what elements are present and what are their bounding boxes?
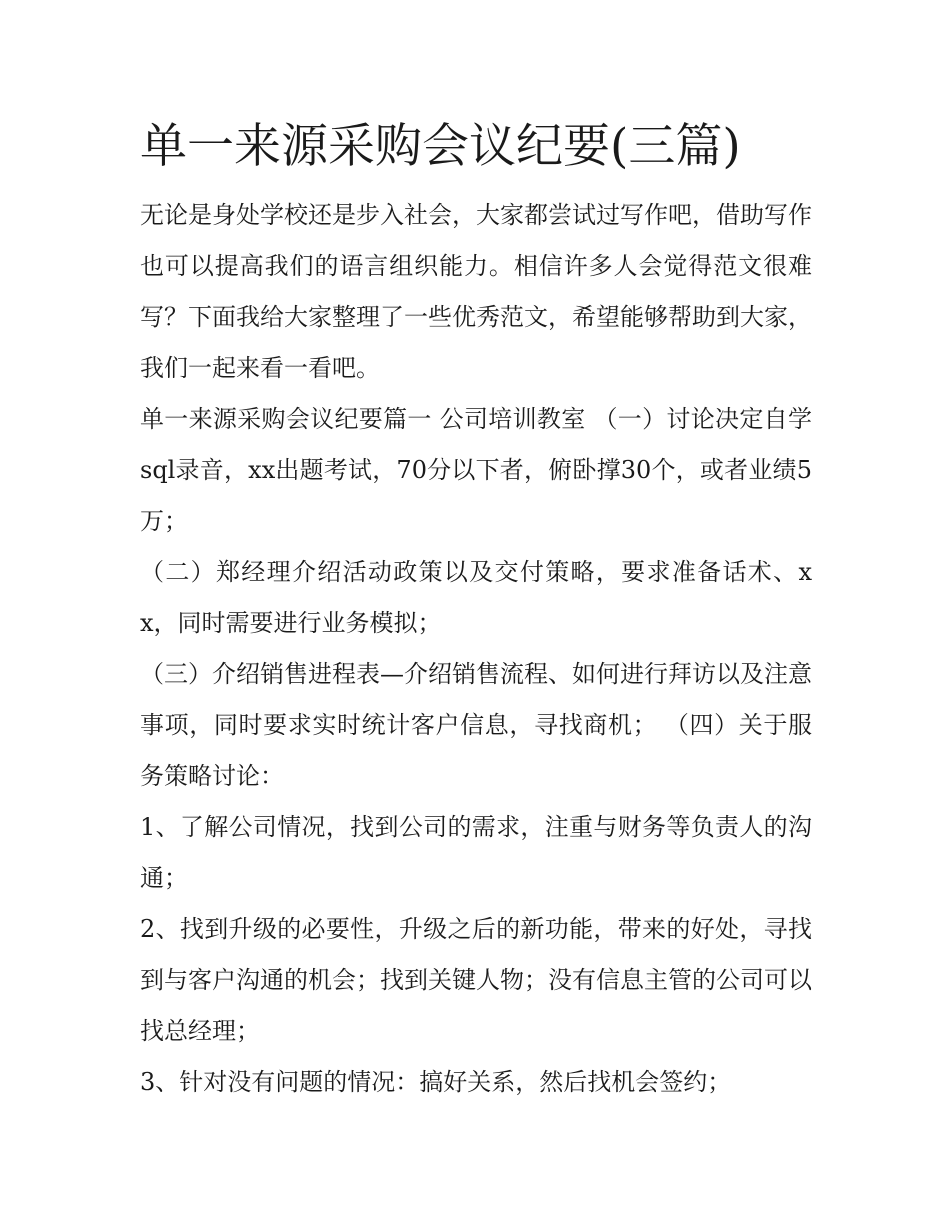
paragraph-item-three-four: （三）介绍销售进程表—介绍销售流程、如何进行拜访以及注意事项，同时要求实时统计客户信息，寻找商机； （四）关于服务策略讨论： bbox=[140, 660, 812, 790]
paragraph-point-3: 3、针对没有问题的情况：搞好关系，然后找机会签约； bbox=[140, 1068, 732, 1096]
intro-paragraph: 无论是身处学校还是步入社会，大家都尝试过写作吧，借助写作也可以提高我们的语言组织能力。相信许多人会觉得范文很难写？下面我给大家整理了一些优秀范文，希望能够帮助到大家，我们一起来看一看吧。 bbox=[140, 201, 812, 382]
document-body bbox=[140, 112, 812, 1108]
paragraph-point-2: 2、找到升级的必要性，升级之后的新功能，带来的好处，寻找到与客户沟通的机会；找到关键人物；没有信息主管的公司可以找总经理； bbox=[140, 915, 812, 1045]
document-title: 单一来源采购会议纪要(三篇) bbox=[140, 119, 741, 174]
paragraph-item-two: （二）郑经理介绍活动政策以及交付策略，要求准备话术、xx，同时需要进行业务模拟； bbox=[140, 558, 812, 637]
paragraph-section-one: 单一来源采购会议纪要篇一 公司培训教室 （一）讨论决定自学sql录音，xx出题考试，70分以下者，俯卧撑30个，或者业绩5万； bbox=[140, 405, 812, 535]
paragraph-point-1: 1、了解公司情况，找到公司的需求，注重与财务等负责人的沟通； bbox=[140, 813, 812, 892]
